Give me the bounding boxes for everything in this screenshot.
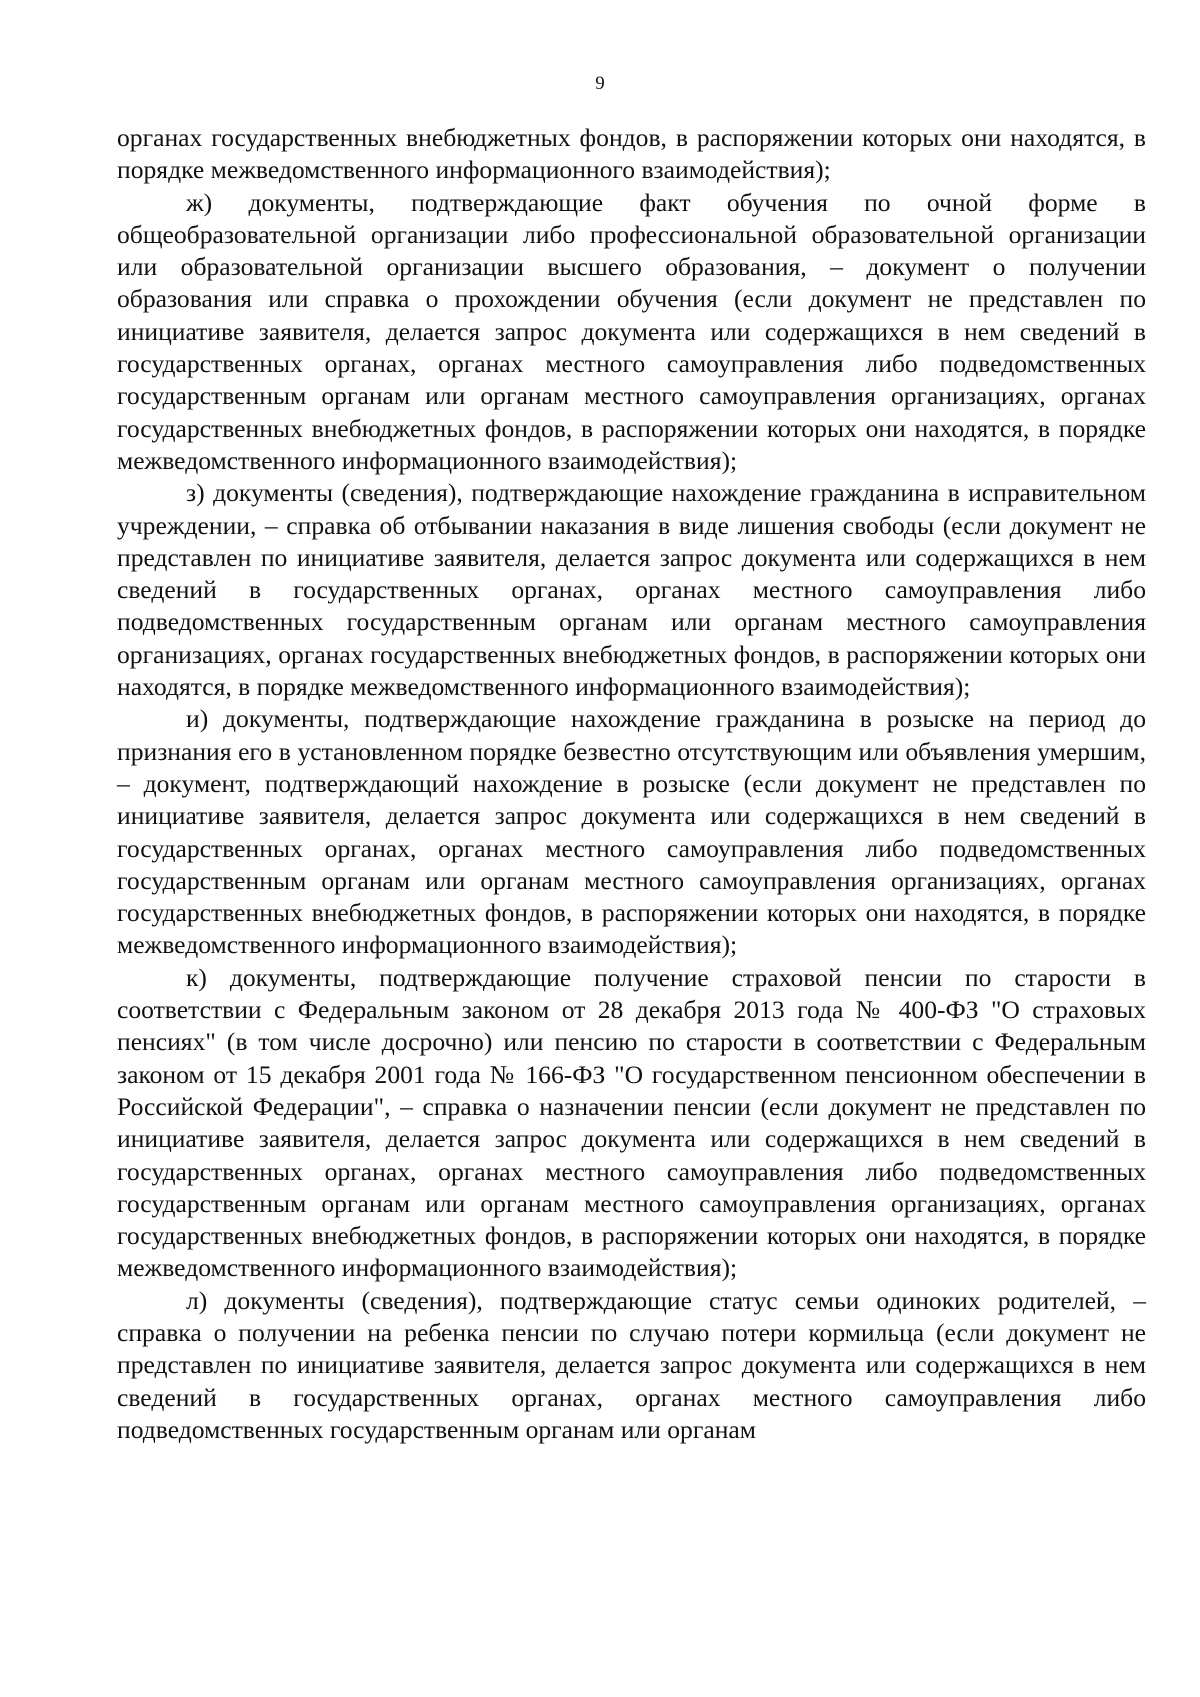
paragraph-item-i: и) документы, подтверждающие нахождение гражданина в розыске на период до признания его в установленном порядке безвестно отсутствующим или объявления умершим, – документ, подтверждающий нахождение в розыске (если документ не представлен по инициативе заявителя, делается запрос документа или содержащихся в нем сведений в государственных органах, органах местного самоуправления либо подведомственных государственным органам или органам местного самоуправления организациях, органах государственных внебюджетных фондов, в распоряжении которых они находятся, в порядке межведомственного информационного взаимодействия); <box>117 704 1146 960</box>
document-body <box>117 122 1146 1446</box>
page-number: 9 <box>595 73 605 94</box>
paragraph-item-l: л) документы (сведения), подтверждающие статус семьи одиноких родителей, – справка о получении на ребенка пенсии по случаю потери кормильца (если документ не представлен по инициативе заявителя, делается запрос документа или содержащихся в нем сведений в государственных органах, органах местного самоуправления либо подведомственных государственным органам или органам <box>117 1285 1146 1444</box>
paragraph-continuation: органах государственных внебюджетных фондов, в распоряжении которых они находятся, в порядке межведомственного информационного взаимодействия); <box>117 123 1146 185</box>
paragraph-item-z: з) документы (сведения), подтверждающие нахождение гражданина в исправительном учреждении, – справка об отбывании наказания в виде лишения свободы (если документ не представлен по инициативе заявителя, делается запрос документа или содержащихся в нем сведений в государственных органах, органах местного самоуправления либо подведомственных государственным органам или органам местного самоуправления организациях, органах государственных внебюджетных фондов, в распоряжении которых они находятся, в порядке межведомственного информационного взаимодействия); <box>117 478 1146 702</box>
paragraph-item-k: к) документы, подтверждающие получение страховой пенсии по старости в соответствии с Федеральным законом от 28 декабря 2013 года № 400-ФЗ "О страховых пенсиях" (в том числе досрочно) или пенсию по старости в соответствии с Федеральным законом от 15 декабря 2001 года № 166-ФЗ "О государственном пенсионном обеспечении в Российской Федерации", – справка о назначении пенсии (если документ не представлен по инициативе заявителя, делается запрос документа или содержащихся в нем сведений в государственных органах, органах местного самоуправления либо подведомственных государственным органам или органам местного самоуправления организациях, органах государственных внебюджетных фондов, в распоряжении которых они находятся, в порядке межведомственного информационного взаимодействия); <box>117 962 1146 1283</box>
paragraph-item-zh: ж) документы, подтверждающие факт обучения по очной форме в общеобразовательной организации либо профессиональной образовательной организации или образовательной организации высшего образования, – документ о получении образования или справка о прохождении обучения (если документ не представлен по инициативе заявителя, делается запрос документа или содержащихся в нем сведений в государственных органах, органах местного самоуправления либо подведомственных государственным органам или органам местного самоуправления организациях, органах государственных внебюджетных фондов, в распоряжении которых они находятся, в порядке межведомственного информационного взаимодействия); <box>117 187 1146 475</box>
